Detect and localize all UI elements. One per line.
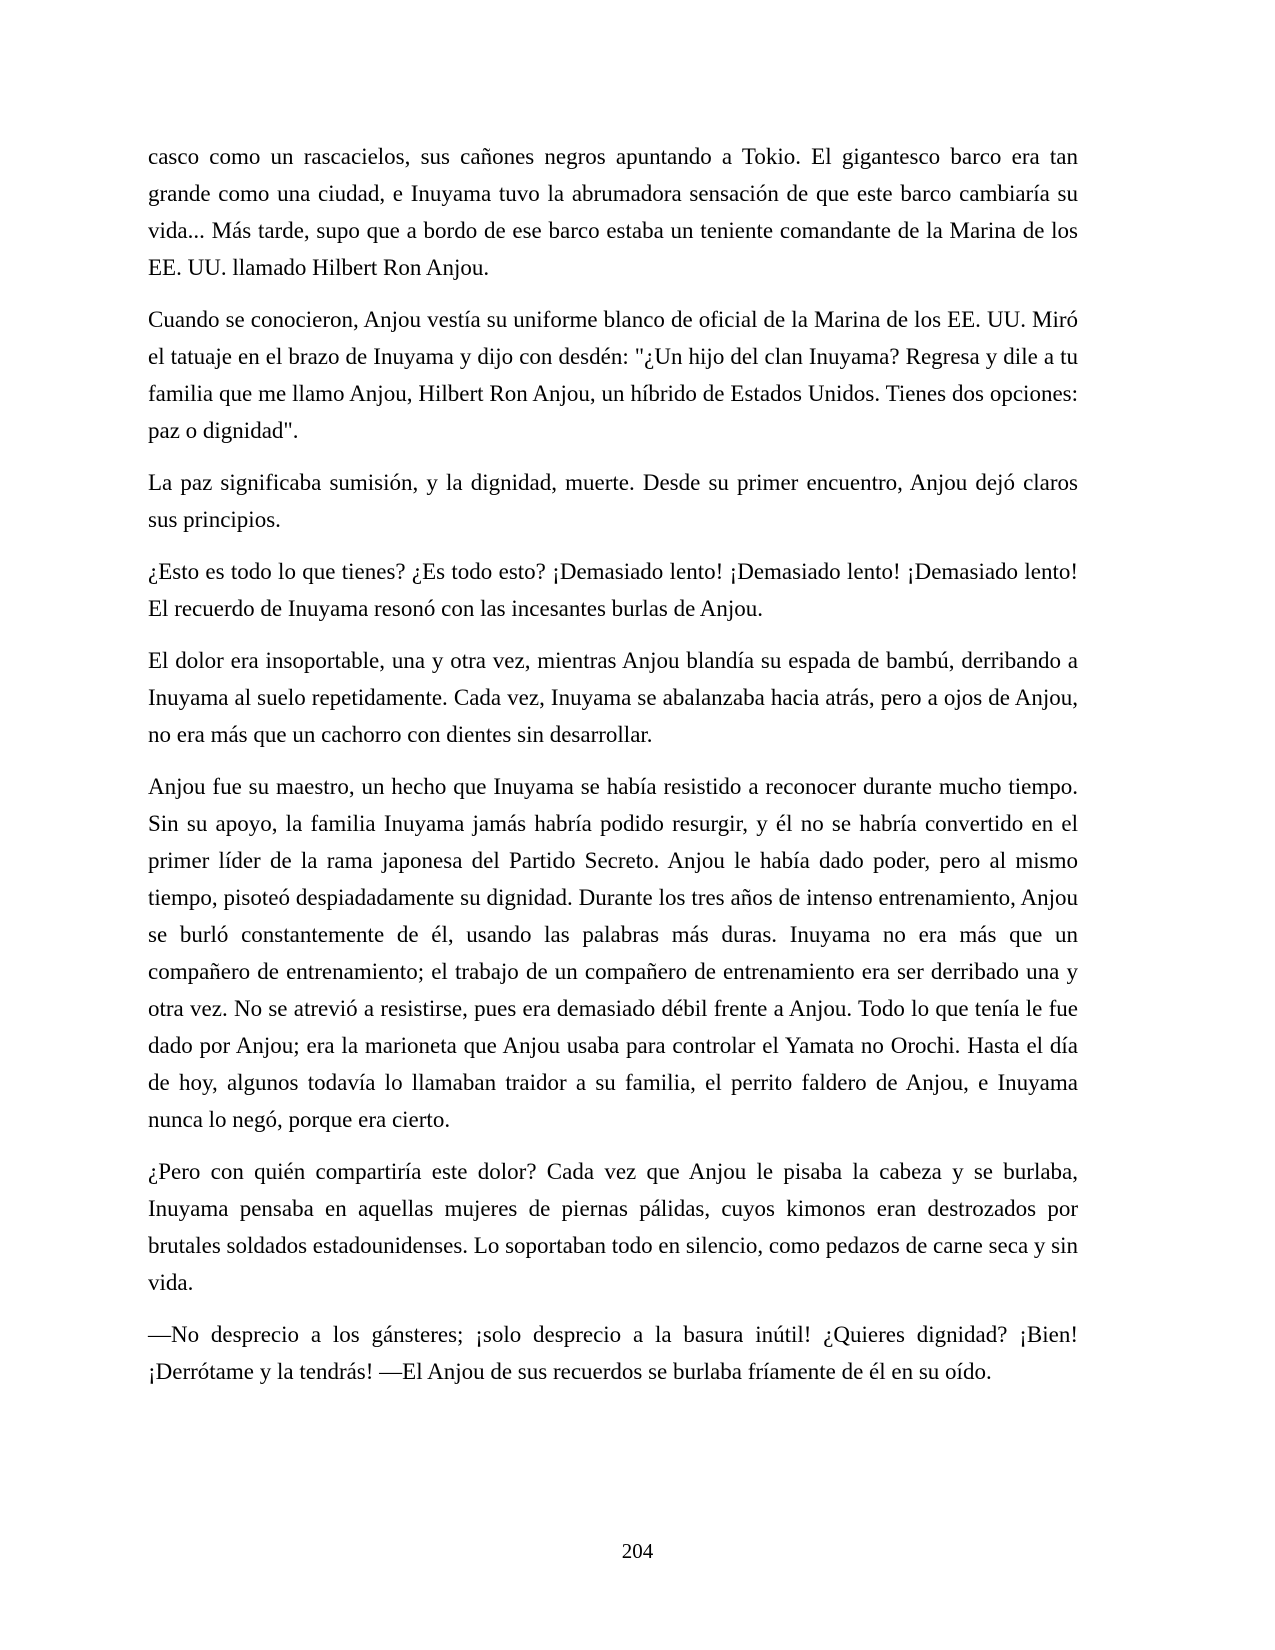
paragraph: La paz significaba sumisión, y la dignidad, muerte. Desde su primer encuentro, Anjou dejó claros sus principios. bbox=[148, 470, 1078, 532]
page-number: 204 bbox=[621, 1539, 654, 1563]
paragraph: casco como un rascacielos, sus cañones negros apuntando a Tokio. El gigantesco barco era tan grande como una ciudad, e Inuyama tuvo la abrumadora sensación de que este barco cambiaría su vida... Más tarde, supo que a bordo de ese barco estaba un teniente comandante de la Marina de los EE. UU. llamado Hilbert Ron Anjou. bbox=[148, 144, 1078, 280]
paragraph: —No desprecio a los gánsteres; ¡solo desprecio a la basura inútil! ¿Quieres dignidad? ¡Bien! ¡Derrótame y la tendrás! —El Anjou de sus recuerdos se burlaba fríamente de él en su oído. bbox=[148, 1322, 1078, 1384]
page-text-block bbox=[148, 138, 1078, 1405]
paragraph: ¿Pero con quién compartiría este dolor? Cada vez que Anjou le pisaba la cabeza y se burlaba, Inuyama pensaba en aquellas mujeres de piernas pálidas, cuyos kimonos eran destrozados por brutales soldados estadounidenses. Lo soportaban todo en silencio, como pedazos de carne seca y sin vida. bbox=[148, 1159, 1078, 1295]
paragraph: Cuando se conocieron, Anjou vestía su uniforme blanco de oficial de la Marina de los EE. UU. Miró el tatuaje en el brazo de Inuyama y dijo con desdén: "¿Un hijo del clan Inuyama? Regresa y dile a tu familia que me llamo Anjou, Hilbert Ron Anjou, un híbrido de Estados Unidos. Tienes dos opciones: paz o dignidad". bbox=[148, 307, 1078, 443]
paragraph: El dolor era insoportable, una y otra vez, mientras Anjou blandía su espada de bambú, derribando a Inuyama al suelo repetidamente. Cada vez, Inuyama se abalanzaba hacia atrás, pero a ojos de Anjou, no era más que un cachorro con dientes sin desarrollar. bbox=[148, 648, 1078, 747]
paragraph: ¿Esto es todo lo que tienes? ¿Es todo esto? ¡Demasiado lento! ¡Demasiado lento! ¡Demasiado lento! El recuerdo de Inuyama resonó con las incesantes burlas de Anjou. bbox=[148, 559, 1078, 621]
paragraph: Anjou fue su maestro, un hecho que Inuyama se había resistido a reconocer durante mucho tiempo. Sin su apoyo, la familia Inuyama jamás habría podido resurgir, y él no se habría convertido en el primer líder de la rama japonesa del Partido Secreto. Anjou le había dado poder, pero al mismo tiempo, pisoteó despiadadamente su dignidad. Durante los tres años de intenso entrenamiento, Anjou se burló constantemente de él, usando las palabras más duras. Inuyama no era más que un compañero de entrenamiento; el trabajo de un compañero de entrenamiento era ser derribado una y otra vez. No se atrevió a resistirse, pues era demasiado débil frente a Anjou. Todo lo que tenía le fue dado por Anjou; era la marioneta que Anjou usaba para controlar el Yamata no Orochi. Hasta el día de hoy, algunos todavía lo llamaban traidor a su familia, el perrito faldero de Anjou, e Inuyama nunca lo negó, porque era cierto. bbox=[148, 774, 1078, 1132]
